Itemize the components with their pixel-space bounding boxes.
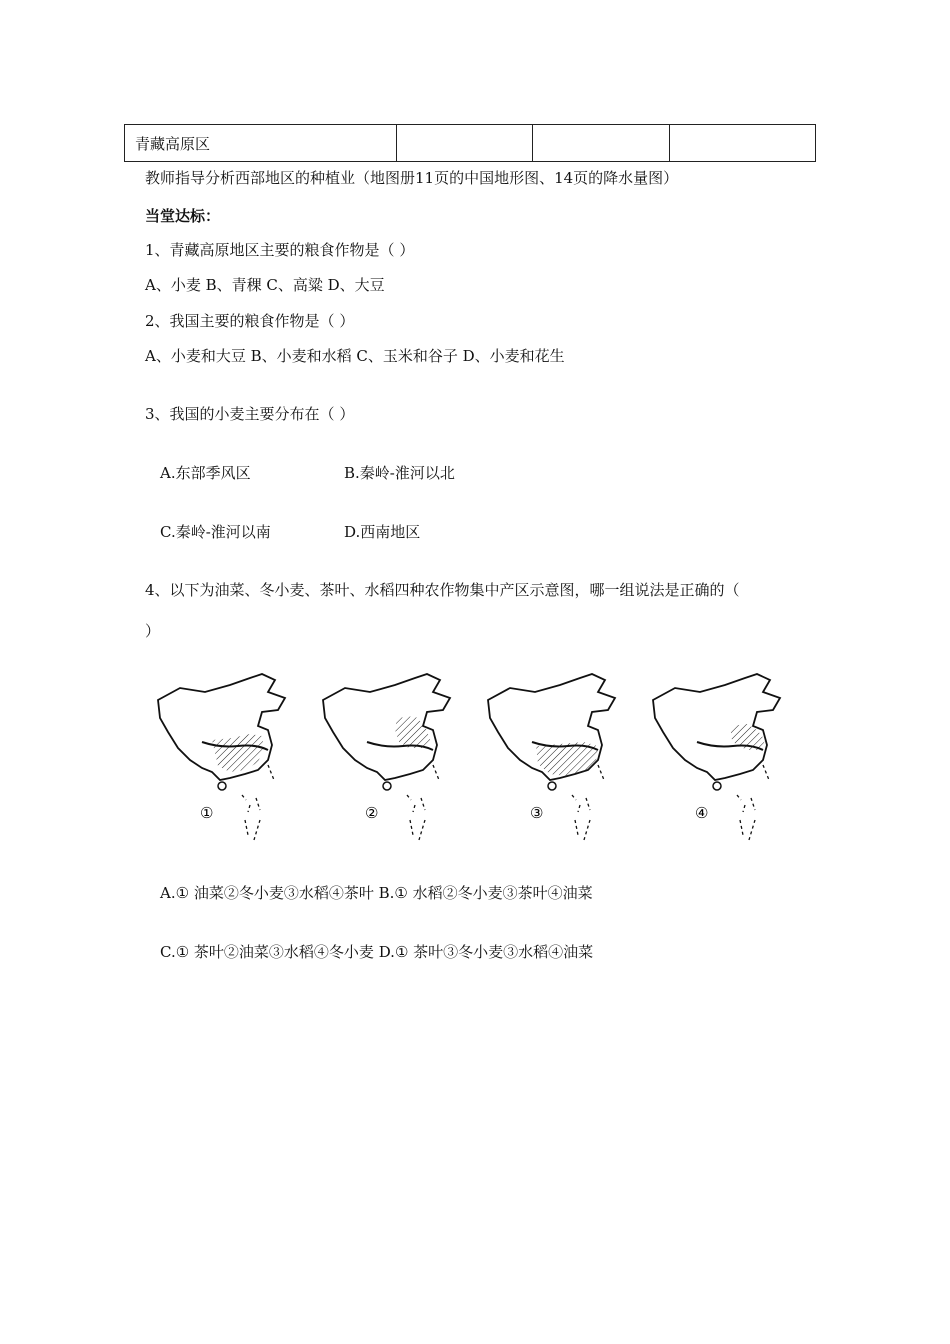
intro-text: 教师指导分析西部地区的种植业（地图册11页的中国地形图、14页的降水量图） [145, 169, 679, 187]
china-map-1 [150, 670, 310, 850]
q4-stem-line2: ） [145, 622, 161, 640]
row-label-cell: 青藏高原区 [125, 125, 397, 162]
q4-options-line2: C.① 茶叶②油菜③水稻④冬小麦 D.① 茶叶③冬小麦③水稻④油菜 [160, 943, 594, 961]
china-map-1-figure [150, 670, 310, 850]
q4-options-line1: A.① 油菜②冬小麦③水稻④茶叶 B.① 水稻②冬小麦③茶叶④油菜 [160, 884, 593, 902]
table-cell [396, 125, 532, 162]
q3-option-a: A.东部季风区 [160, 464, 251, 482]
q1-options: A、小麦 B、青稞 C、高粱 D、大豆 [145, 276, 385, 294]
q1-stem: 1、青藏高原地区主要的粮食作物是（ ） [145, 241, 415, 259]
china-map-2 [315, 670, 475, 850]
china-map-3 [480, 670, 640, 850]
china-map-4 [645, 670, 805, 850]
china-map-2-figure [315, 670, 475, 850]
q2-options: A、小麦和大豆 B、小麦和水稻 C、玉米和谷子 D、小麦和花生 [145, 347, 565, 365]
crop-maps [150, 670, 810, 850]
table-cell [533, 125, 669, 162]
map-label-4: ④ [695, 804, 709, 822]
map-label-3: ③ [530, 804, 544, 822]
region-table [124, 124, 816, 162]
q3-stem: 3、我国的小麦主要分布在（ ） [145, 405, 355, 423]
section-title: 当堂达标： [145, 207, 221, 225]
table-cell [669, 125, 815, 162]
q4-stem-line1: 4、以下为油菜、冬小麦、茶叶、水稻四种农作物集中产区示意图，哪一组说法是正确的（ [145, 581, 740, 599]
q3-option-c: C.秦岭-淮河以南 [160, 523, 271, 541]
map-label-1: ① [200, 804, 214, 822]
q3-option-d: D.西南地区 [344, 523, 421, 541]
china-map-3-figure [480, 670, 640, 850]
map-label-2: ② [365, 804, 379, 822]
china-map-4-figure [645, 670, 805, 850]
q3-option-b: B.秦岭-淮河以北 [344, 464, 455, 482]
q2-stem: 2、我国主要的粮食作物是（ ） [145, 312, 355, 330]
table-row [125, 125, 816, 162]
